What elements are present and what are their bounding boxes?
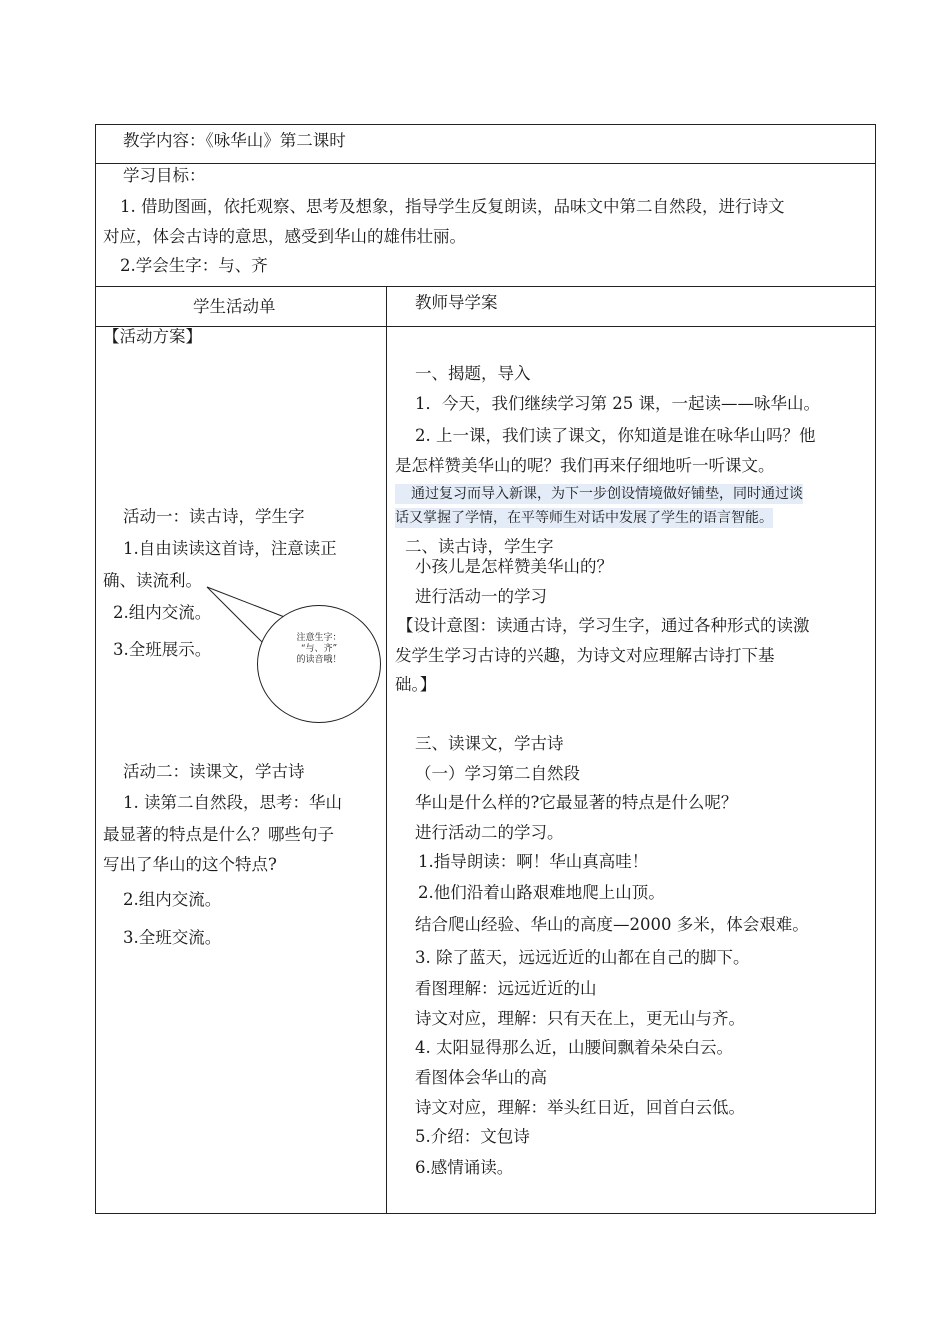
goal-1-line-2: 对应，体会古诗的意思，感受到华山的雄伟壮丽。 xyxy=(103,227,466,246)
activity-2-item-1-line-3: 写出了华山的这个特点? xyxy=(103,855,277,874)
activity-2-item-1-line-2: 最显著的特点是什么？哪些句子 xyxy=(103,825,334,844)
section-2-para-2: 进行活动一的学习 xyxy=(415,587,547,606)
design-note-line-2: 话又掌握了学情，在平等师生对话中发展了学生的语言智能。 xyxy=(395,510,773,526)
goal-1-line-1: 1. 借助图画，依托观察、思考及想象，指导学生反复朗读，品味文中第二自然段，进行诗文 xyxy=(120,197,785,216)
design-note-line-1: 通过复习而导入新课，为下一步创设情境做好铺垫，同时通过谈 xyxy=(395,484,803,504)
activity-plan-title: 【活动方案】 xyxy=(103,327,202,346)
section-2-title: 二、读古诗，学生字 xyxy=(405,537,554,556)
activity-1-item-2: 2.组内交流。 xyxy=(113,603,212,622)
activity-2-item-2: 2.组内交流。 xyxy=(123,890,222,909)
activity-2-item-1-line-1: 1. 读第二自然段，思考：华山 xyxy=(123,793,342,812)
section-1-para-2-line-2: 是怎样赞美华山的呢？我们再来仔细地听一听课文。 xyxy=(395,456,775,475)
section-1-para-1: 1．今天，我们继续学习第 25 课，一起读——咏华山。 xyxy=(415,394,820,413)
activity-1-item-3: 3.全班展示。 xyxy=(113,640,212,659)
speech-bubble xyxy=(257,605,381,723)
activity-1-item-1-line-2: 确、读流利。 xyxy=(103,571,202,590)
section-3-item-4: 4. 太阳显得那么近，山腰间飘着朵朵白云。 xyxy=(415,1038,733,1057)
teacher-column-header: 教师导学案 xyxy=(415,293,498,312)
row-divider xyxy=(96,163,875,164)
row-divider xyxy=(96,286,875,287)
section-1-title: 一、揭题，导入 xyxy=(415,364,531,383)
section-3-item-2: 2.他们沿着山路艰难地爬上山顶。 xyxy=(418,883,665,902)
activity-2-item-3: 3.全班交流。 xyxy=(123,928,222,947)
row-divider xyxy=(96,326,875,327)
section-3-item-6: 6.感情诵读。 xyxy=(415,1158,514,1177)
activity-2-title: 活动二：读课文，学古诗 xyxy=(123,762,305,781)
goals-title: 学习目标： xyxy=(123,166,206,185)
bubble-line-2: “与、齐” xyxy=(300,644,338,654)
bubble-line-1: 注意生字： xyxy=(296,633,342,643)
section-3-item-3-note-1: 看图理解：远远近近的山 xyxy=(415,979,597,998)
section-3-subtitle: （一）学习第二自然段 xyxy=(415,764,580,783)
section-3-item-2-note: 结合爬山经验、华山的高度—2000 多米，体会艰难。 xyxy=(415,915,809,934)
section-3-item-3: 3. 除了蓝天，远远近近的山都在自己的脚下。 xyxy=(415,948,750,967)
section-3-item-5: 5.介绍：文包诗 xyxy=(415,1127,530,1146)
section-3-item-1: 1.指导朗读：啊！华山真高哇！ xyxy=(418,852,649,871)
section-3-title: 三、读课文，学古诗 xyxy=(415,734,564,753)
goal-2: 2.学会生字：与、齐 xyxy=(120,256,268,275)
design-intent-line-2: 发学生学习古诗的兴趣，为诗文对应理解古诗打下基 xyxy=(395,646,775,665)
design-intent-line-1: 【设计意图：读通古诗，学习生字，通过各种形式的读激 xyxy=(397,616,810,635)
section-3-item-3-note-2: 诗文对应，理解：只有天在上，更无山与齐。 xyxy=(415,1009,745,1028)
student-column-header: 学生活动单 xyxy=(193,297,276,316)
section-3-item-4-note-2: 诗文对应，理解：举头红日近，回首白云低。 xyxy=(415,1098,745,1117)
section-1-para-2-line-1: 2. 上一课，我们读了课文，你知道是谁在咏华山吗？他 xyxy=(415,426,816,445)
column-divider xyxy=(386,286,387,1213)
bubble-line-3: 的读音哦！ xyxy=(296,655,342,665)
section-3-activity: 进行活动二的学习。 xyxy=(415,823,564,842)
section-2-para-1: 小孩儿是怎样赞美华山的？ xyxy=(415,557,613,576)
section-3-question: 华山是什么样的?它最显著的特点是什么呢？ xyxy=(415,793,738,812)
section-3-item-4-note-1: 看图体会华山的高 xyxy=(415,1068,547,1087)
activity-1-item-1-line-1: 1.自由读读这首诗，注意读正 xyxy=(123,539,337,558)
lesson-content: 教学内容：《咏华山》第二课时 xyxy=(123,131,346,150)
design-intent-line-3: 础。】 xyxy=(395,675,437,694)
activity-1-title: 活动一：读古诗，学生字 xyxy=(123,507,305,526)
